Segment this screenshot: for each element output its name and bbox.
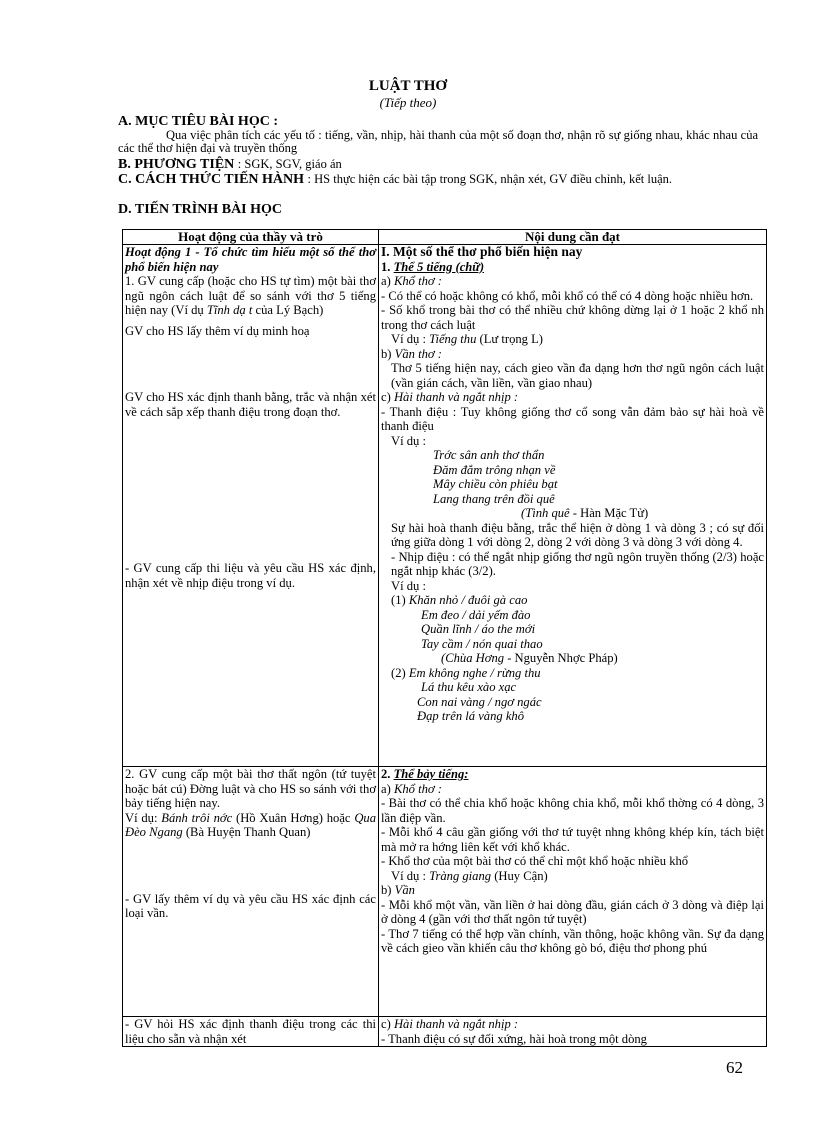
page-title: LUẬT THƠ [368,78,448,94]
poem-line: Đạp trên lá vàng khô [417,709,525,723]
section-a-text: Qua việc phân tích các yếu tố : tiếng, vần, nhịp, hài thanh của một số đoạn thơ, nhận rõ sự giống nhau, khác nhau của các thể thơ hiện đại và truyền thống [118,128,758,155]
content-text: Sự hài hoà thanh điệu bằng, trắc thể hiện ở dòng 1 và dòng 3 ; có sự đối ứng giữa dòng 1 với dòng 2, dòng 2 với dòng 3 và dòng 3 với dòng 4. [391,520,764,549]
section-d-heading: D. TIẾN TRÌNH BÀI HỌC [118,202,283,217]
poem-line: Con nai vàng / ngơ ngác [417,694,542,709]
poem-line: Mây chiều còn phiêu bạt [433,477,558,491]
content-text: - Thanh điệu : Tuy không giống thơ cổ song vẫn đảm bảo sự hài hoà về thanh điệu [381,404,764,433]
poem-line: Trớc sân anh thơ thẩn [433,448,545,462]
content-text: - Bài thơ có thể chia khổ hoặc không chia khổ, mỗi khổ thờng có 4 dòng, 3 lần điệp vần. [381,796,764,825]
activity-3-step-1: - GV hỏi HS xác định thanh điệu trong các thi liệu cho sẵn và nhận xét [125,1017,376,1046]
activity-2-step-2: - GV lấy thêm ví dụ và yêu cầu HS xác định các loại vần. [125,891,376,920]
content-example: Ví dụ : [391,578,426,593]
activity-2-step-1: 2. GV cung cấp một bài thơ thất ngôn (tứ tuyệt hoặc bát cú) Đờng luật và cho HS so sánh với thơ bảy tiếng hiện nay. [125,767,376,810]
poem-line: Đăm đắm trông nhạn về [433,462,556,477]
content-text: - Mỗi khổ một vần, vần liền ở hai dòng đầu, gián cách ở 3 dòng và điệp lại ở dòng 4 (gần với thơ thất ngôn tứ tuyệt) [381,897,764,926]
activity-1-step-4: - GV cung cấp thi liệu và yêu cầu HS xác định, nhận xét về nhịp điệu trong ví dụ. [125,561,376,590]
section-a-heading: A. MỤC TIÊU BÀI HỌC : [118,114,278,129]
activity-2-example: Ví dụ: Bánh trôi nớc (Hồ Xuân Hơng) hoặc Qua Đèo Ngang (Bà Huyện Thanh Quan) [125,810,377,839]
content-subheading-b: b) Vần [381,883,415,897]
poem-line: Tay cầm / nón quai thao [421,636,543,651]
content-subheading-b: b) Vần thơ : [381,346,442,361]
activity-1-step-3: GV cho HS xác định thanh bằng, trắc và nhận xét về cách sắp xếp thanh điệu trong đoạn thơ. [125,390,376,419]
poem-source: (Chùa Hơng - Nguyễn Nhợc Pháp) [441,651,618,665]
poem-source: (Tình quê - Hàn Mặc Tử) [521,506,649,520]
content-text: - Thanh điệu có sự đối xứng, hài hoà trong một dòng [381,1031,647,1046]
page-number: 62 [726,1058,743,1077]
content-subheading-a: a) Khổ thơ : [381,781,442,796]
content-text: Thơ 5 tiếng hiện nay, cách gieo vần đa dạng hơn thơ ngũ ngôn cách luật (vần gián cách, vần liền, vần giao nhau) [391,361,764,390]
section-c-label: C. CÁCH THỨC TIẾN HÀNH [118,172,305,187]
table-header-row [123,230,767,245]
content-cell [379,767,767,1017]
activity-1-step-1: 1. GV cung cấp (hoặc cho HS tự tìm) một bài thơ ngũ ngôn cách luật để so sánh với thơ 5 tiếng hiện nay (Ví dụ Tĩnh dạ t của Lý Bạch) [125,274,376,317]
content-text: - Có thể có hoặc không có khổ, mỗi khổ có thể có 4 dòng hoặc nhiều hơn. [381,288,754,303]
content-text: - Thơ 7 tiếng có thể hợp vần chính, vần thông, hoặc không vần. Sự đa dạng về cách gieo vần khiến câu thơ không gò bó, điệu thơ phong phú [381,926,764,955]
content-subheading-c: c) Hài thanh và ngắt nhịp : [381,390,519,404]
table-row [123,245,767,767]
poem-line: (1) Khăn nhỏ / đuôi gà cao [391,593,528,607]
section-c-text: : HS thực hiện các bài tập trong SGK, nhận xét, GV điều chỉnh, kết luận. [307,172,672,186]
poem-line: Quần lĩnh / áo the mới [421,622,536,636]
content-text: - Số khổ trong bài thơ có thể nhiều chứ không dừng lại ở 1 hoặc 2 khổ nh trong thơ cách luật [381,303,764,332]
content-heading-1-1: 1. Thể 5 tiếng (chữ) [381,259,485,274]
content-text: - Nhịp điệu : có thể ngắt nhịp giống thơ ngũ ngôn truyền thống (2/3) hoặc ngắt nhịp khác (3/2). [391,549,764,578]
header-content: Nội dung cần đạt [379,230,767,245]
section-b-heading [118,157,342,172]
content-example: Ví dụ : [391,433,426,448]
content-example: Ví dụ : Tiếng thu (Lư trọng L) [391,332,544,346]
content-row3 [381,1017,764,1046]
activity-cell [123,767,379,1017]
content-subheading-c: c) Hài thanh và ngắt nhịp : [381,1017,519,1031]
table-row [123,767,767,1017]
activity-1-step-2: GV cho HS lấy thêm ví dụ minh hoạ [125,323,310,338]
activity-cell [123,245,379,767]
content-text: - Mỗi khổ 4 câu gần giống với thơ tứ tuyệt nhng không khép kín, tách biệt mà mở ra hớng liên kết với khổ khác. [381,825,764,854]
content-subheading-a: a) Khổ thơ : [381,274,442,288]
activity-1-title: Hoạt động 1 - Tổ chức tìm hiểu một số thể thơ phổ biến hiện nay [125,245,376,274]
poem-line: Em đeo / dải yếm đào [421,607,531,622]
header-activities: Hoạt động của thầy và trò [123,230,379,245]
poem-line: Lá thu kêu xào xạc [421,680,517,694]
section-c-heading [118,173,768,186]
poem-line: Lang thang trên đồi quê [433,491,555,506]
activity-cell [123,1017,379,1047]
content-heading-2: 2. Thể bảy tiếng: [381,767,469,781]
poem-line: (2) Em không nghe / rừng thu [391,665,541,680]
content-heading-1: I. Một số thể thơ phổ biến hiện nay [381,244,583,259]
lesson-table [122,229,767,1047]
table-row [123,1017,767,1047]
page-subtitle: (Tiếp theo) [379,95,437,110]
section-b-text: : SGK, SGV, giáo án [237,157,342,171]
content-example: Ví dụ : Tràng giang (Huy Cận) [391,868,548,883]
section-b-label: B. PHƯƠNG TIỆN [118,157,235,172]
content-cell [379,1017,767,1047]
content-text: - Khổ thơ của một bài thơ có thể chỉ một khổ hoặc nhiều khổ [381,854,689,868]
content-cell [379,245,767,767]
